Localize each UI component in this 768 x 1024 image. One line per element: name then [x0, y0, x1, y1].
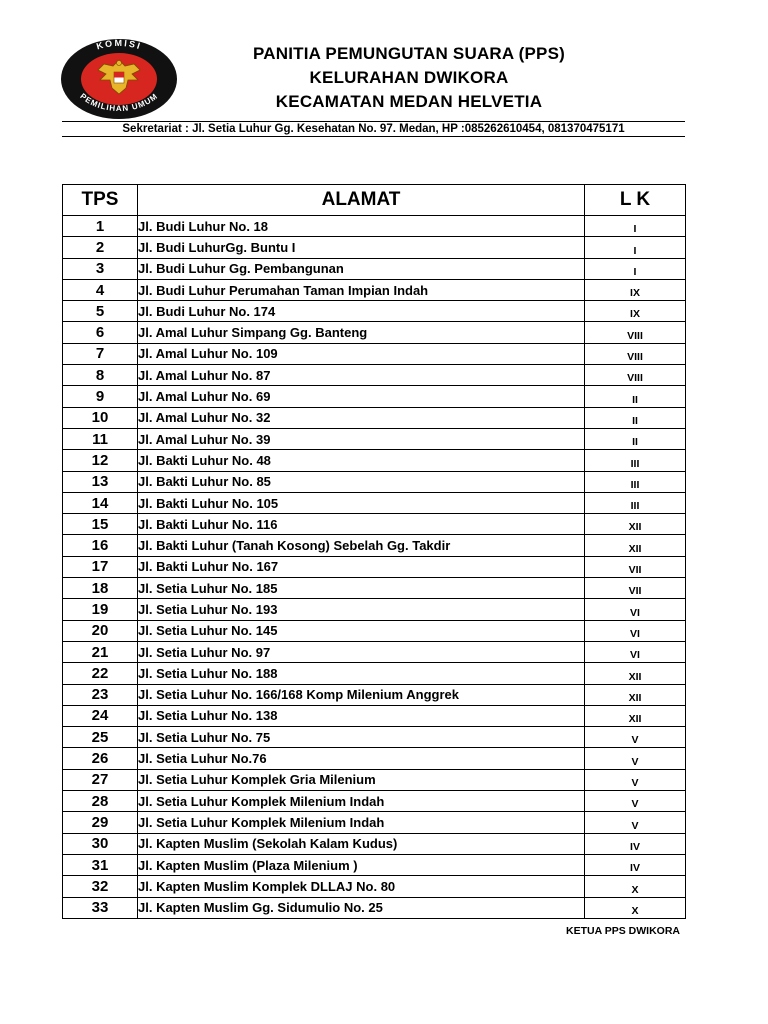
header-tps: TPS [63, 185, 138, 216]
cell-lk: XII [585, 514, 686, 535]
cell-tps: 10 [63, 407, 138, 428]
cell-lk: XII [585, 663, 686, 684]
header-line-3: KECAMATAN MEDAN HELVETIA [275, 92, 543, 111]
cell-alamat: Jl. Setia Luhur No. 138 [138, 705, 585, 726]
cell-tps: 12 [63, 450, 138, 471]
table-row [63, 343, 686, 364]
cell-lk: VIII [585, 365, 686, 386]
cell-lk: V [585, 769, 686, 790]
table-row [63, 620, 686, 641]
cell-lk: X [585, 876, 686, 897]
table-row [63, 450, 686, 471]
cell-lk: IX [585, 301, 686, 322]
cell-lk: VI [585, 599, 686, 620]
cell-alamat: Jl. Budi Luhur Gg. Pembangunan [138, 258, 585, 279]
table-row [63, 279, 686, 300]
cell-tps: 13 [63, 471, 138, 492]
cell-alamat: Jl. Bakti Luhur No. 105 [138, 492, 585, 513]
secretariat-address: Sekretariat : Jl. Setia Luhur Gg. Kesehatan No. 97. Medan, HP :085262610454, 081370475171 [122, 123, 625, 135]
logo-top-text: KOMISI [95, 38, 144, 52]
cell-tps: 16 [63, 535, 138, 556]
cell-lk: V [585, 791, 686, 812]
table-row [63, 578, 686, 599]
cell-tps: 18 [63, 578, 138, 599]
cell-lk: VI [585, 641, 686, 662]
cell-tps: 29 [63, 812, 138, 833]
signature-title: KETUA PPS DWIKORA [566, 925, 680, 937]
cell-alamat: Jl. Amal Luhur No. 39 [138, 428, 585, 449]
table-row [63, 514, 686, 535]
cell-alamat: Jl. Budi Luhur Perumahan Taman Impian Indah [138, 279, 585, 300]
table-row [63, 556, 686, 577]
cell-alamat: Jl. Kapten Muslim (Sekolah Kalam Kudus) [138, 833, 585, 854]
cell-lk: X [585, 897, 686, 918]
table-row [63, 705, 686, 726]
cell-alamat: Jl. Amal Luhur No. 109 [138, 343, 585, 364]
letterhead [180, 42, 638, 114]
cell-alamat: Jl. Budi LuhurGg. Buntu I [138, 237, 585, 258]
cell-tps: 19 [63, 599, 138, 620]
table-row [63, 599, 686, 620]
cell-lk: XII [585, 705, 686, 726]
cell-alamat: Jl. Budi Luhur No. 18 [138, 216, 585, 237]
cell-lk: IV [585, 833, 686, 854]
cell-tps: 33 [63, 897, 138, 918]
table-row [63, 897, 686, 918]
table-row [63, 301, 686, 322]
cell-lk: II [585, 386, 686, 407]
cell-tps: 2 [63, 237, 138, 258]
cell-tps: 3 [63, 258, 138, 279]
table-row [63, 748, 686, 769]
cell-alamat: Jl. Amal Luhur Simpang Gg. Banteng [138, 322, 585, 343]
table-row [63, 876, 686, 897]
cell-lk: I [585, 237, 686, 258]
table-row [63, 769, 686, 790]
header-line-2: KELURAHAN DWIKORA [309, 68, 509, 87]
cell-lk: II [585, 428, 686, 449]
table-row [63, 258, 686, 279]
cell-alamat: Jl. Setia Luhur No. 145 [138, 620, 585, 641]
cell-alamat: Jl. Budi Luhur No. 174 [138, 301, 585, 322]
cell-alamat: Jl. Bakti Luhur (Tanah Kosong) Sebelah Gg. Takdir [138, 535, 585, 556]
cell-tps: 15 [63, 514, 138, 535]
table-row [63, 322, 686, 343]
cell-lk: XII [585, 535, 686, 556]
table-row [63, 727, 686, 748]
table-row [63, 471, 686, 492]
header-alamat: ALAMAT [138, 185, 585, 216]
cell-lk: V [585, 748, 686, 769]
table-row [63, 535, 686, 556]
cell-tps: 22 [63, 663, 138, 684]
cell-alamat: Jl. Kapten Muslim Komplek DLLAJ No. 80 [138, 876, 585, 897]
cell-lk: I [585, 216, 686, 237]
table-row [63, 386, 686, 407]
cell-tps: 7 [63, 343, 138, 364]
cell-alamat: Jl. Amal Luhur No. 87 [138, 365, 585, 386]
logo-bottom-text: PEMILIHAN UMUM [78, 91, 160, 114]
cell-alamat: Jl. Setia Luhur No. 188 [138, 663, 585, 684]
cell-lk: III [585, 492, 686, 513]
cell-tps: 32 [63, 876, 138, 897]
cell-tps: 27 [63, 769, 138, 790]
cell-tps: 5 [63, 301, 138, 322]
cell-lk: IV [585, 854, 686, 875]
cell-lk: II [585, 407, 686, 428]
table-row [63, 237, 686, 258]
cell-alamat: Jl. Setia Luhur No. 75 [138, 727, 585, 748]
table-row [63, 407, 686, 428]
cell-tps: 14 [63, 492, 138, 513]
cell-tps: 9 [63, 386, 138, 407]
bottom-divider [62, 136, 685, 137]
cell-tps: 1 [63, 216, 138, 237]
cell-tps: 23 [63, 684, 138, 705]
cell-alamat: Jl. Bakti Luhur No. 167 [138, 556, 585, 577]
table-row [63, 812, 686, 833]
cell-alamat: Jl. Setia Luhur No. 193 [138, 599, 585, 620]
cell-alamat: Jl. Bakti Luhur No. 48 [138, 450, 585, 471]
cell-lk: VIII [585, 322, 686, 343]
cell-tps: 24 [63, 705, 138, 726]
cell-tps: 21 [63, 641, 138, 662]
cell-alamat: Jl. Setia Luhur No. 166/168 Komp Milenium Anggrek [138, 684, 585, 705]
table-row [63, 854, 686, 875]
table-row [63, 663, 686, 684]
table-row [63, 428, 686, 449]
cell-lk: VI [585, 620, 686, 641]
cell-lk: III [585, 450, 686, 471]
cell-lk: V [585, 727, 686, 748]
cell-alamat: Jl. Setia Luhur Komplek Gria Milenium [138, 769, 585, 790]
tps-table [62, 184, 686, 919]
cell-alamat: Jl. Kapten Muslim Gg. Sidumulio No. 25 [138, 897, 585, 918]
cell-tps: 8 [63, 365, 138, 386]
cell-alamat: Jl. Kapten Muslim (Plaza Milenium ) [138, 854, 585, 875]
cell-alamat: Jl. Amal Luhur No. 32 [138, 407, 585, 428]
cell-tps: 25 [63, 727, 138, 748]
table-row [63, 833, 686, 854]
cell-lk: IX [585, 279, 686, 300]
table-row [63, 365, 686, 386]
table-row [63, 684, 686, 705]
cell-tps: 28 [63, 791, 138, 812]
cell-alamat: Jl. Setia Luhur Komplek Milenium Indah [138, 812, 585, 833]
cell-tps: 20 [63, 620, 138, 641]
cell-tps: 31 [63, 854, 138, 875]
cell-tps: 6 [63, 322, 138, 343]
table-row [63, 216, 686, 237]
cell-lk: I [585, 258, 686, 279]
cell-lk: VIII [585, 343, 686, 364]
cell-alamat: Jl. Setia Luhur No. 97 [138, 641, 585, 662]
cell-alamat: Jl. Amal Luhur No. 69 [138, 386, 585, 407]
cell-alamat: Jl. Setia Luhur Komplek Milenium Indah [138, 791, 585, 812]
cell-alamat: Jl. Bakti Luhur No. 85 [138, 471, 585, 492]
cell-tps: 17 [63, 556, 138, 577]
cell-lk: VII [585, 556, 686, 577]
cell-tps: 4 [63, 279, 138, 300]
table-header-row [63, 185, 686, 216]
cell-alamat: Jl. Setia Luhur No.76 [138, 748, 585, 769]
kpu-logo [60, 38, 178, 120]
table-row [63, 791, 686, 812]
header-lk: L K [585, 185, 686, 216]
table-row [63, 641, 686, 662]
cell-lk: V [585, 812, 686, 833]
cell-alamat: Jl. Setia Luhur No. 185 [138, 578, 585, 599]
cell-alamat: Jl. Bakti Luhur No. 116 [138, 514, 585, 535]
cell-tps: 26 [63, 748, 138, 769]
header-line-1: PANITIA PEMUNGUTAN SUARA (PPS) [253, 44, 565, 63]
cell-tps: 11 [63, 428, 138, 449]
cell-lk: VII [585, 578, 686, 599]
cell-lk: III [585, 471, 686, 492]
cell-lk: XII [585, 684, 686, 705]
cell-tps: 30 [63, 833, 138, 854]
table-row [63, 492, 686, 513]
